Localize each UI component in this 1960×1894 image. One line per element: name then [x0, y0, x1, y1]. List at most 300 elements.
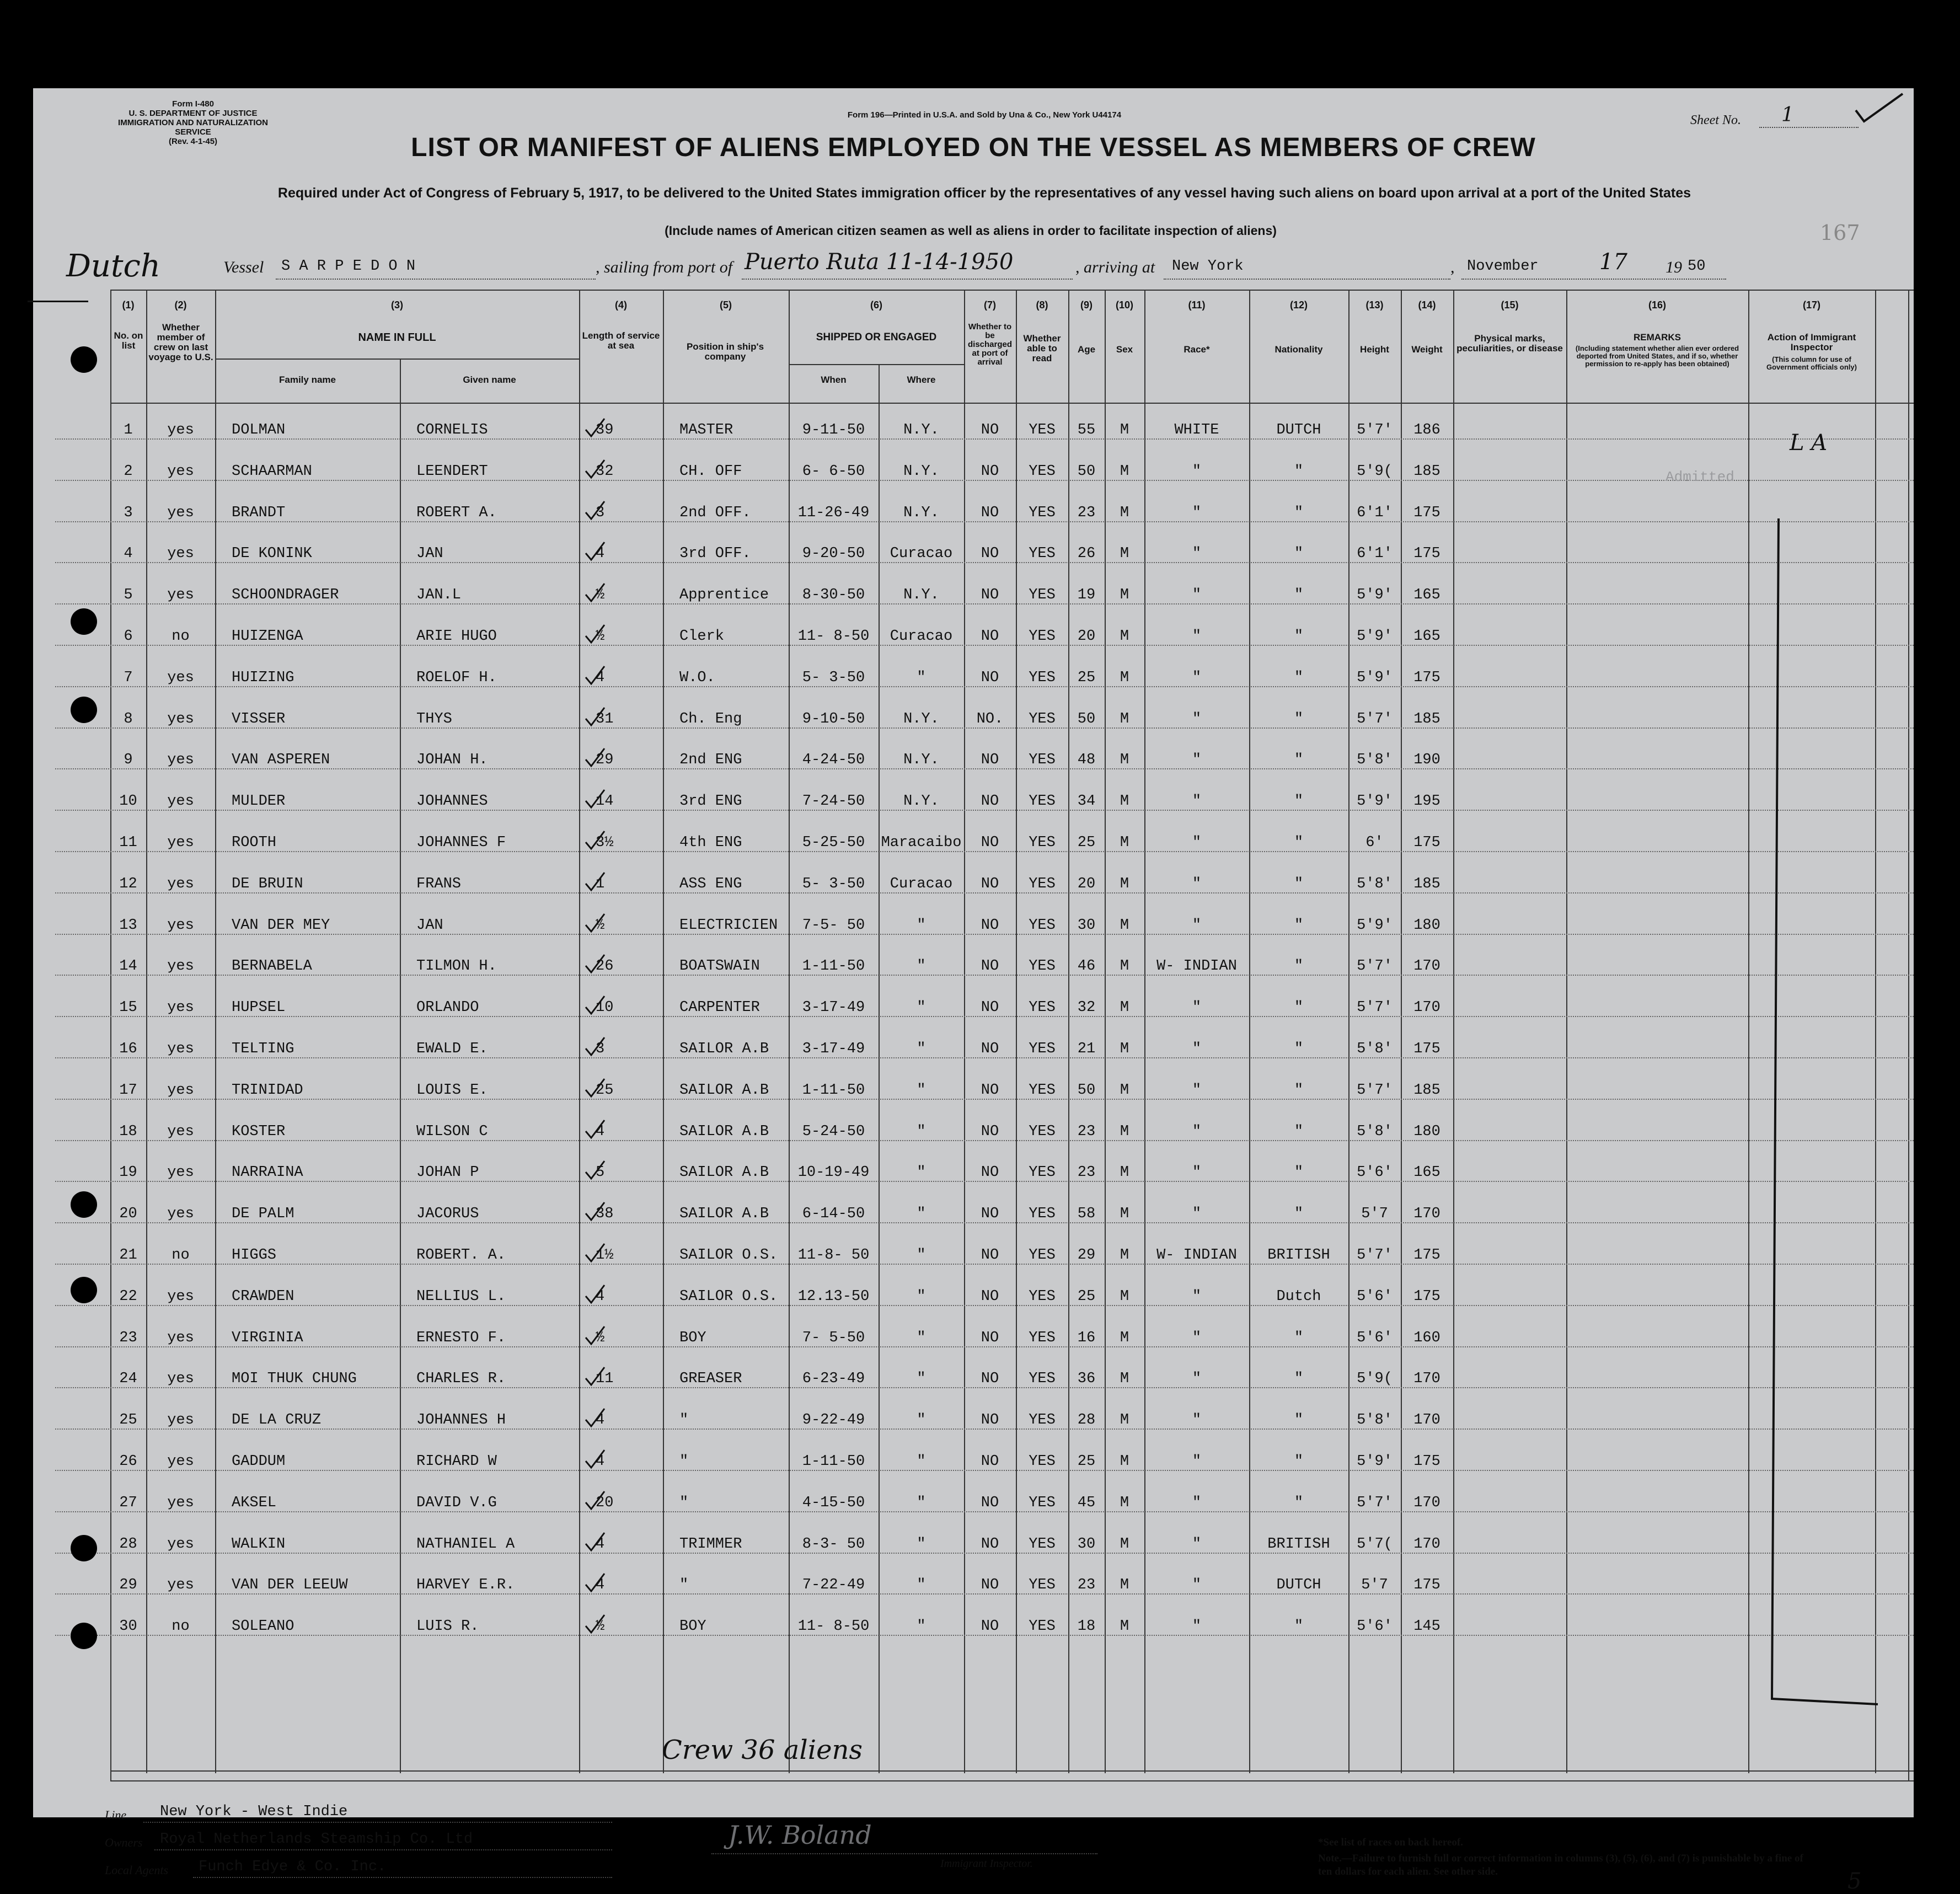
- row-number: 28: [119, 1535, 137, 1553]
- shipped-when: 3-17-49: [802, 1041, 865, 1057]
- able-to-read: YES: [1029, 1453, 1056, 1470]
- previous-voyage: yes: [167, 1123, 194, 1140]
- sex-cell: M: [1120, 752, 1129, 769]
- punch-hole: [71, 346, 97, 373]
- family-name: DOLMAN: [232, 422, 286, 438]
- weight-cell: 165: [1413, 628, 1440, 645]
- shipped-where: Maracaibo: [881, 834, 962, 851]
- able-to-read: YES: [1029, 1535, 1056, 1553]
- printer-line: Form 196—Printed in U.S.A. and Sold by Una & Co., New York U44174: [847, 110, 1122, 120]
- arrival-day: 17: [1599, 249, 1627, 275]
- able-to-read: YES: [1029, 1329, 1056, 1346]
- given-name: JAN: [416, 917, 443, 934]
- row-number: 25: [119, 1412, 137, 1429]
- col-header-weight: Weight: [1411, 344, 1443, 355]
- checkmark-icon: [585, 830, 607, 852]
- penalty-note: Note.—Failure to furnish full or correct information in columns (3), (5), (6), and (7) is punishable by a fine of ten dollars for each alien. See other side.: [1318, 1853, 1803, 1877]
- shipped-where: ": [917, 1123, 926, 1140]
- age-cell: 23: [1077, 1164, 1096, 1181]
- checkmark-icon: [585, 624, 607, 646]
- weight-cell: 185: [1413, 1082, 1440, 1099]
- able-to-read: YES: [1029, 504, 1056, 521]
- weight-cell: 186: [1413, 422, 1440, 438]
- weight-cell: 185: [1413, 463, 1440, 480]
- ship-position: SAILOR O.S.: [679, 1288, 778, 1305]
- row-rule: [55, 851, 1914, 852]
- able-to-read: YES: [1029, 958, 1056, 975]
- age-cell: 23: [1077, 504, 1096, 521]
- row-number: 7: [124, 669, 133, 686]
- inspector-signature: J.W. Boland: [728, 1820, 872, 1850]
- service-years: 4: [596, 1453, 605, 1470]
- race-cell: ": [1192, 1412, 1202, 1429]
- height-cell: 6'1': [1357, 504, 1393, 521]
- row-rule: [55, 1099, 1914, 1100]
- race-cell: ": [1192, 1082, 1202, 1099]
- table-row: [33, 694, 1914, 735]
- row-number: 14: [119, 958, 137, 975]
- race-cell: ": [1192, 834, 1202, 851]
- table-row: [33, 1354, 1914, 1395]
- races-note: *See list of races on back hereof.: [1318, 1837, 1463, 1848]
- col-number: (11): [1188, 299, 1206, 311]
- nationality-cell: ": [1294, 504, 1304, 521]
- given-name: CHARLES R.: [416, 1371, 506, 1388]
- sex-cell: M: [1120, 463, 1129, 480]
- given-name: FRANS: [416, 875, 462, 892]
- vessel-line: [276, 279, 596, 280]
- row-rule: [55, 727, 1914, 729]
- height-cell: 5'9': [1357, 917, 1393, 934]
- able-to-read: YES: [1029, 463, 1056, 480]
- row-number: 13: [119, 917, 137, 934]
- col-number: (14): [1418, 299, 1436, 311]
- family-name: ROOTH: [232, 834, 277, 851]
- row-number: 2: [124, 463, 133, 480]
- weight-cell: 180: [1413, 1123, 1440, 1140]
- sex-cell: M: [1120, 1288, 1129, 1305]
- row-number: 3: [124, 504, 133, 521]
- table-row: [33, 612, 1914, 652]
- able-to-read: YES: [1029, 1123, 1056, 1140]
- punch-hole: [71, 1535, 97, 1561]
- shipped-where: ": [917, 1618, 926, 1635]
- row-rule: [55, 603, 1914, 604]
- previous-voyage: yes: [167, 875, 194, 892]
- race-cell: ": [1192, 1535, 1202, 1553]
- row-rule: [55, 1553, 1914, 1554]
- row-rule: [55, 1511, 1914, 1512]
- discharge-flag: NO: [981, 1329, 999, 1346]
- col-number: (5): [720, 299, 732, 311]
- able-to-read: YES: [1029, 1577, 1056, 1594]
- row-number: 1: [124, 422, 133, 438]
- given-name: CORNELIS: [416, 422, 488, 438]
- able-to-read: YES: [1029, 917, 1056, 934]
- discharge-flag: NO: [981, 958, 999, 975]
- table-row: [33, 777, 1914, 817]
- checkmark-icon: [585, 1119, 607, 1141]
- manifest-sheet: [33, 88, 1914, 1894]
- race-cell: ": [1192, 1577, 1202, 1594]
- shipped-when: 6-14-50: [802, 1206, 865, 1223]
- able-to-read: YES: [1029, 1206, 1056, 1223]
- nationality-cell: ": [1294, 999, 1304, 1016]
- weight-cell: 170: [1413, 1494, 1440, 1511]
- shipped-where: N.Y.: [903, 587, 939, 604]
- shipped-where: ": [917, 1494, 926, 1511]
- able-to-read: YES: [1029, 999, 1056, 1016]
- shipped-when: 9-10-50: [802, 710, 865, 727]
- age-cell: 21: [1077, 1041, 1096, 1057]
- race-cell: ": [1192, 587, 1202, 604]
- discharge-flag: NO: [981, 752, 999, 769]
- row-number: 23: [119, 1329, 137, 1346]
- weight-cell: 170: [1413, 1371, 1440, 1388]
- given-name: JACORUS: [416, 1206, 479, 1223]
- age-cell: 50: [1077, 710, 1096, 727]
- nationality-cell: ": [1294, 710, 1304, 727]
- row-rule: [55, 438, 1914, 440]
- ship-position: GREASER: [679, 1371, 742, 1388]
- service-years: 11: [596, 1371, 614, 1388]
- checkmark-icon: [585, 500, 607, 522]
- table-row: [33, 859, 1914, 900]
- shipped-subhead-line: [789, 364, 964, 365]
- shipped-when: 4-15-50: [802, 1494, 865, 1511]
- row-rule: [55, 1470, 1914, 1471]
- discharge-flag: NO: [981, 1247, 999, 1264]
- row-number: 10: [119, 793, 137, 810]
- col-header-member: Whether member of crew on last voyage to U.S.: [148, 322, 213, 362]
- discharge-flag: NO: [981, 1371, 999, 1388]
- checkmark-icon: [585, 871, 607, 894]
- able-to-read: YES: [1029, 1494, 1056, 1511]
- row-rule: [55, 1264, 1914, 1265]
- race-cell: ": [1192, 1164, 1202, 1181]
- col-number: (16): [1648, 299, 1666, 311]
- shipped-where: ": [917, 1329, 926, 1346]
- table-row: [33, 941, 1914, 982]
- age-cell: 20: [1077, 628, 1096, 645]
- race-cell: ": [1192, 504, 1202, 521]
- service-years: 38: [596, 1206, 614, 1223]
- ship-position: ": [679, 1453, 689, 1470]
- height-cell: 5'9': [1357, 793, 1393, 810]
- form-number: Form I-480: [172, 99, 214, 109]
- sex-cell: M: [1120, 1247, 1129, 1264]
- checkmark-icon: [585, 582, 607, 604]
- given-name: JOHANNES: [416, 793, 488, 810]
- row-rule: [55, 1346, 1914, 1347]
- nationality-cell: BRITISH: [1267, 1535, 1330, 1553]
- sailing-line: [742, 279, 1073, 280]
- ship-position: 3rd ENG: [679, 793, 742, 810]
- previous-voyage: no: [172, 1247, 190, 1264]
- family-name: VIRGINIA: [232, 1329, 303, 1346]
- row-number: 12: [119, 875, 137, 892]
- discharge-flag: NO: [981, 587, 999, 604]
- age-cell: 55: [1077, 422, 1096, 438]
- shipped-when: 9-22-49: [802, 1412, 865, 1429]
- service-years: 4: [596, 545, 605, 563]
- shipped-when: 6-23-49: [802, 1371, 865, 1388]
- table-row: [33, 1602, 1914, 1642]
- service-years: 14: [596, 793, 614, 810]
- service-years: 5: [596, 1164, 605, 1181]
- given-name: JOHAN H.: [416, 752, 488, 769]
- height-cell: 5'7': [1357, 422, 1393, 438]
- sex-cell: M: [1120, 628, 1129, 645]
- table-row: [33, 735, 1914, 776]
- table-row: [33, 405, 1914, 446]
- service-years: 3½: [596, 834, 614, 851]
- given-name: EWALD E.: [416, 1041, 488, 1057]
- checkmark-icon: [585, 1036, 607, 1058]
- sex-cell: M: [1120, 587, 1129, 604]
- col-number: (17): [1802, 299, 1820, 311]
- discharge-flag: NO: [981, 504, 999, 521]
- age-cell: 25: [1077, 834, 1096, 851]
- family-name: SOLEANO: [232, 1618, 294, 1635]
- ship-position: SAILOR A.B: [679, 1164, 769, 1181]
- ship-position: ": [679, 1577, 689, 1594]
- discharge-flag: NO: [981, 545, 999, 563]
- service-years: 4: [596, 1535, 605, 1553]
- able-to-read: YES: [1029, 628, 1056, 645]
- nationality-cell: ": [1294, 1329, 1304, 1346]
- table-row: [33, 818, 1914, 859]
- given-name: NATHANIEL A: [416, 1535, 515, 1553]
- col-header-name: NAME IN FULL: [358, 331, 436, 344]
- family-name: TRINIDAD: [232, 1082, 303, 1099]
- table-row: [33, 1520, 1914, 1560]
- discharge-flag: NO: [981, 463, 999, 480]
- service-years: ½: [596, 917, 605, 934]
- previous-voyage: yes: [167, 1329, 194, 1346]
- shipped-where: ": [917, 958, 926, 975]
- weight-cell: 165: [1413, 1164, 1440, 1181]
- row-rule: [55, 810, 1914, 811]
- shipped-where: N.Y.: [903, 463, 939, 480]
- race-cell: ": [1192, 1371, 1202, 1388]
- ship-position: SAILOR A.B: [679, 1123, 769, 1140]
- col-number: (8): [1036, 299, 1048, 311]
- able-to-read: YES: [1029, 834, 1056, 851]
- discharge-flag: NO: [981, 917, 999, 934]
- height-cell: 5'8': [1357, 1123, 1393, 1140]
- service-years: 1½: [596, 1247, 614, 1264]
- service-years: 10: [596, 999, 614, 1016]
- nationality-cell: ": [1294, 463, 1304, 480]
- height-cell: 5'7': [1357, 1494, 1393, 1511]
- line-underline: [143, 1822, 612, 1823]
- given-name: TILMON H.: [416, 958, 497, 975]
- checkmark-icon: [585, 1243, 607, 1265]
- weight-cell: 170: [1413, 958, 1440, 975]
- col-header-shipped: SHIPPED OR ENGAGED: [816, 331, 937, 343]
- sex-cell: M: [1120, 1329, 1129, 1346]
- nationality-cell: ": [1294, 545, 1304, 563]
- height-cell: 5'7': [1357, 958, 1393, 975]
- margin-stroke: [28, 301, 88, 302]
- sex-cell: M: [1120, 1082, 1129, 1099]
- bracket-line-icon: [1768, 518, 1889, 1721]
- race-cell: ": [1192, 669, 1202, 686]
- row-rule: [55, 975, 1914, 976]
- col-header-service: Length of service at sea: [582, 330, 660, 351]
- owners-underline: [154, 1849, 612, 1850]
- discharge-flag: NO: [981, 793, 999, 810]
- nationality-cell: ": [1294, 1041, 1304, 1057]
- row-rule: [55, 1016, 1914, 1017]
- age-cell: 34: [1077, 793, 1096, 810]
- discharge-flag: NO: [981, 1494, 999, 1511]
- sex-cell: M: [1120, 999, 1129, 1016]
- sex-cell: M: [1120, 1164, 1129, 1181]
- race-cell: ": [1192, 710, 1202, 727]
- col-header-family: Family name: [279, 374, 336, 385]
- checkmark-icon: [585, 1201, 607, 1223]
- checkmark-icon: [585, 1449, 607, 1471]
- shipped-where: Curacao: [890, 545, 953, 563]
- weight-cell: 180: [1413, 917, 1440, 934]
- subtitle-act: Required under Act of Congress of February 5, 1917, to be delivered to the United States immigration officer by the representatives of any vessel having such aliens on board upon arrival at a port of the United States: [277, 185, 1691, 201]
- checkmark-icon: [585, 707, 607, 729]
- able-to-read: YES: [1029, 669, 1056, 686]
- sex-cell: M: [1120, 1371, 1129, 1388]
- discharge-flag: NO: [981, 628, 999, 645]
- age-cell: 32: [1077, 999, 1096, 1016]
- service-name: IMMIGRATION AND NATURALIZATION SERVICE: [118, 118, 268, 137]
- able-to-read: YES: [1029, 1041, 1056, 1057]
- discharge-flag: NO: [981, 1082, 999, 1099]
- row-number: 24: [119, 1371, 137, 1388]
- nationality-cell: ": [1294, 1494, 1304, 1511]
- previous-voyage: yes: [167, 587, 194, 604]
- service-years: 26: [596, 958, 614, 975]
- col-number: (10): [1115, 299, 1133, 311]
- weight-cell: 170: [1413, 1412, 1440, 1429]
- family-name: WALKIN: [232, 1535, 286, 1553]
- given-name: ERNESTO F.: [416, 1329, 506, 1346]
- previous-voyage: yes: [167, 793, 194, 810]
- weight-cell: 185: [1413, 875, 1440, 892]
- ship-position: ": [679, 1412, 689, 1429]
- shipped-when: 5-24-50: [802, 1123, 865, 1140]
- table-row: [33, 983, 1914, 1024]
- table-row: [33, 1107, 1914, 1148]
- ship-position: BOATSWAIN: [679, 958, 760, 975]
- crew-total-handwritten: Crew 36 aliens: [662, 1735, 863, 1765]
- ship-position: SAILOR A.B: [679, 1082, 769, 1099]
- flag-handwritten: Dutch: [66, 248, 160, 284]
- col-number: (12): [1289, 299, 1308, 311]
- sex-cell: M: [1120, 917, 1129, 934]
- col-number: (13): [1365, 299, 1384, 311]
- nationality-cell: ": [1294, 1164, 1304, 1181]
- weight-cell: 175: [1413, 669, 1440, 686]
- previous-voyage: yes: [167, 752, 194, 769]
- able-to-read: YES: [1029, 1288, 1056, 1305]
- able-to-read: YES: [1029, 710, 1056, 727]
- col-header-race: Race*: [1184, 344, 1210, 355]
- table-bottom-border: [110, 1770, 1914, 1772]
- sex-cell: M: [1120, 1577, 1129, 1594]
- able-to-read: YES: [1029, 1082, 1056, 1099]
- row-number: 15: [119, 999, 137, 1016]
- nationality-cell: ": [1294, 1082, 1304, 1099]
- race-cell: ": [1192, 628, 1202, 645]
- row-number: 8: [124, 710, 133, 727]
- sex-cell: M: [1120, 1618, 1129, 1635]
- given-name: LOUIS E.: [416, 1082, 488, 1099]
- checkmark-icon: [585, 1078, 607, 1100]
- discharge-flag: NO: [981, 834, 999, 851]
- row-number: 26: [119, 1453, 137, 1470]
- weight-cell: 185: [1413, 710, 1440, 727]
- checkmark-icon: [585, 1614, 607, 1636]
- race-cell: ": [1192, 1494, 1202, 1511]
- ship-position: Ch. Eng: [679, 710, 742, 727]
- shipped-when: 5- 3-50: [802, 669, 865, 686]
- height-cell: 5'9(: [1357, 463, 1393, 480]
- age-cell: 45: [1077, 1494, 1096, 1511]
- age-cell: 58: [1077, 1206, 1096, 1223]
- age-cell: 23: [1077, 1123, 1096, 1140]
- col-number: (6): [870, 299, 882, 311]
- inspector-initials: L A: [1790, 430, 1828, 456]
- given-name: ROELOF H.: [416, 669, 497, 686]
- given-name: JOHAN P: [416, 1164, 479, 1181]
- height-cell: 5'9': [1357, 1453, 1393, 1470]
- weight-cell: 190: [1413, 752, 1440, 769]
- shipped-when: 11- 8-50: [797, 1618, 870, 1635]
- ship-position: ASS ENG: [679, 875, 742, 892]
- service-years: 31: [596, 710, 614, 727]
- nationality-cell: ": [1294, 1206, 1304, 1223]
- table-row: [33, 1230, 1914, 1271]
- family-name: VAN ASPEREN: [232, 752, 330, 769]
- age-cell: 28: [1077, 1412, 1096, 1429]
- col-header-height: Height: [1360, 344, 1389, 355]
- checkmark-icon: [585, 954, 607, 976]
- ship-position: SAILOR A.B: [679, 1206, 769, 1223]
- discharge-flag: NO: [981, 422, 999, 438]
- height-cell: 5'8': [1357, 752, 1393, 769]
- ship-position: 4th ENG: [679, 834, 742, 851]
- table-row: [33, 1395, 1914, 1436]
- height-cell: 5'9(: [1357, 1371, 1393, 1388]
- family-name: HUPSEL: [232, 999, 286, 1016]
- service-years: 29: [596, 752, 614, 769]
- family-name: SCHAARMAN: [232, 463, 312, 480]
- nationality-cell: ": [1294, 669, 1304, 686]
- race-cell: ": [1192, 752, 1202, 769]
- sex-cell: M: [1120, 1041, 1129, 1057]
- col-number: (3): [391, 299, 403, 311]
- row-number: 21: [119, 1247, 137, 1264]
- age-cell: 30: [1077, 917, 1096, 934]
- weight-cell: 175: [1413, 1041, 1440, 1057]
- shipped-when: 11- 8-50: [797, 628, 870, 645]
- height-cell: 5'8': [1357, 1041, 1393, 1057]
- ship-position: W.O.: [679, 669, 715, 686]
- sex-cell: M: [1120, 504, 1129, 521]
- height-cell: 5'7': [1357, 1247, 1393, 1264]
- checkmark-icon: [585, 1490, 607, 1512]
- punch-hole: [71, 608, 97, 635]
